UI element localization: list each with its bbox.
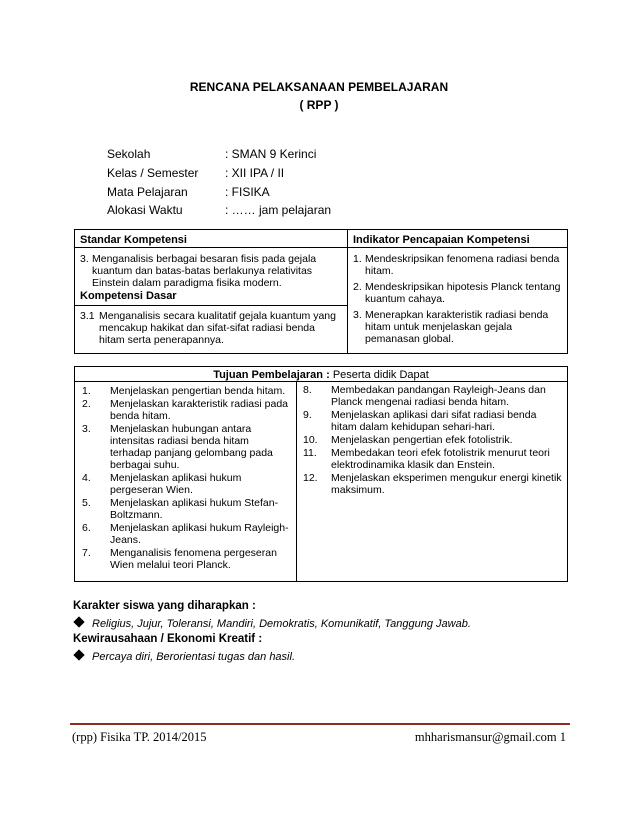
item-text: Menjelaskan aplikasi dari sifat radiasi benda hitam dalam kehidupan sehari-hari. bbox=[331, 409, 537, 433]
objectives-heading bbox=[74, 369, 568, 381]
karakter-text: Religius, Jujur, Toleransi, Mandiri, Demokratis, Komunikatif, Tanggung Jawab. bbox=[92, 618, 471, 630]
objective-item bbox=[82, 547, 292, 571]
item-number: 6. bbox=[82, 522, 91, 534]
item-text: Menjelaskan hubungan antara intensitas radiasi benda hitam terhadap panjang gelombang pada berbagai suhu. bbox=[110, 423, 273, 471]
objectives-left-list bbox=[82, 385, 292, 571]
kd-item bbox=[80, 310, 342, 346]
objective-item bbox=[82, 398, 292, 422]
objective-item bbox=[82, 385, 292, 397]
item-number: 3. bbox=[80, 253, 89, 265]
kewirausahaan-line bbox=[73, 651, 295, 663]
info-value: : SMAN 9 Kerinci bbox=[225, 147, 317, 161]
ipk-heading: Indikator Pencapaian Kompetensi bbox=[353, 234, 530, 246]
objective-item bbox=[82, 497, 292, 521]
item-number: 1. bbox=[82, 385, 91, 397]
diamond-bullet-icon bbox=[73, 616, 84, 627]
kewirausahaan-text: Percaya diri, Berorientasi tugas dan hasil. bbox=[92, 651, 295, 663]
item-number: 4. bbox=[82, 472, 91, 484]
item-text: Menjelaskan pengertian benda hitam. bbox=[110, 385, 286, 397]
item-text: Menjelaskan pengertian efek fotolistrik. bbox=[331, 434, 513, 446]
item-number: 8. bbox=[303, 384, 312, 396]
ipk-item bbox=[353, 309, 563, 345]
objective-item bbox=[303, 434, 563, 446]
item-number: 7. bbox=[82, 547, 91, 559]
objectives-heading-rest: Peserta didik Dapat bbox=[332, 369, 429, 381]
objective-item bbox=[303, 472, 563, 496]
item-number: 10. bbox=[303, 434, 318, 446]
info-value: : FISIKA bbox=[225, 185, 270, 199]
footer-right: mhharismansur@gmail.com 1 bbox=[414, 730, 566, 744]
info-value: : XII IPA / II bbox=[225, 166, 285, 180]
kd-list bbox=[80, 310, 342, 346]
item-text: Mendeskripsikan hipotesis Planck tentang kuantum cahaya. bbox=[365, 281, 561, 305]
item-number: 12. bbox=[303, 472, 318, 484]
document-subtitle: ( RPP ) bbox=[299, 98, 339, 112]
objective-item bbox=[303, 409, 563, 433]
item-text: Menganalisis fenomena pergeseran Wien melalui teori Planck. bbox=[110, 547, 277, 571]
item-text: Membedakan teori efek fotolistrik menurut teori elektrodinamika klasik dan Enstein. bbox=[331, 447, 550, 471]
item-text: Menjelaskan aplikasi hukum pergeseran Wien. bbox=[110, 472, 242, 496]
item-number: 3. bbox=[82, 423, 91, 435]
item-text: Membedakan pandangan Rayleigh-Jeans dan Planck mengenai radiasi benda hitam. bbox=[331, 384, 546, 408]
item-text: Menjelaskan eksperimen mengukur energi kinetik maksimum. bbox=[331, 472, 562, 496]
kewirausahaan-heading: Kewirausahaan / Ekonomi Kreatif : bbox=[73, 633, 263, 645]
item-number: 11. bbox=[303, 447, 317, 459]
info-label: Alokasi Waktu bbox=[107, 203, 183, 217]
info-label: Kelas / Semester bbox=[107, 166, 199, 180]
footer-left: (rpp) Fisika TP. 2014/2015 bbox=[72, 730, 207, 744]
karakter-line bbox=[73, 618, 471, 630]
ipk-item bbox=[353, 253, 563, 277]
sk-list bbox=[80, 253, 342, 289]
item-number: 9. bbox=[303, 409, 312, 421]
item-text: Mendeskripsikan fenomena radiasi benda hitam. bbox=[365, 253, 560, 277]
objectives-heading-bold: Tujuan Pembelajaran : bbox=[213, 369, 330, 381]
document-title: RENCANA PELAKSANAAN PEMBELAJARAN bbox=[189, 80, 449, 94]
item-text: Menjelaskan aplikasi hukum Stefan-Boltzmann. bbox=[110, 497, 279, 521]
info-label: Sekolah bbox=[107, 147, 151, 161]
ipk-item bbox=[353, 281, 563, 305]
ipk-list bbox=[353, 253, 563, 345]
objective-item bbox=[82, 522, 292, 546]
objective-item bbox=[303, 447, 563, 471]
item-text: Menerapkan karakteristik radiasi benda hitam untuk menjelaskan gejala pemanasan global. bbox=[365, 309, 549, 345]
sk-heading: Standar Kompetensi bbox=[80, 234, 187, 246]
item-text: Menjelaskan karakteristik radiasi pada benda hitam. bbox=[110, 398, 289, 422]
item-number: 2. bbox=[82, 398, 91, 410]
objectives-right-list bbox=[303, 384, 563, 496]
kd-heading: Kompetensi Dasar bbox=[80, 290, 177, 302]
sk-item bbox=[80, 253, 342, 289]
table-divider bbox=[74, 247, 568, 248]
item-number: 3. bbox=[353, 309, 362, 321]
objective-item bbox=[82, 472, 292, 496]
item-text: Menganalisis secara kualitatif gejala kuantum yang mencakup hakikat dan sifat-sifat radiasi benda hitam serta penerapannya. bbox=[99, 310, 336, 346]
item-text: Menjelaskan aplikasi hukum Rayleigh-Jeans. bbox=[110, 522, 289, 546]
info-value: : …… jam pelajaran bbox=[225, 203, 332, 217]
footer-rule bbox=[70, 723, 570, 725]
diamond-bullet-icon bbox=[73, 649, 84, 660]
item-number: 1. bbox=[353, 253, 362, 265]
item-number: 5. bbox=[82, 497, 91, 509]
objective-item bbox=[303, 384, 563, 408]
table-divider bbox=[74, 381, 568, 382]
objective-item bbox=[82, 423, 292, 471]
karakter-heading: Karakter siswa yang diharapkan : bbox=[73, 600, 256, 612]
item-number: 2. bbox=[353, 281, 362, 293]
item-number: 3.1 bbox=[80, 310, 95, 322]
table-divider bbox=[74, 305, 347, 306]
item-text: Menganalisis berbagai besaran fisis pada gejala kuantum dan batas-batas berlakunya relativitas Einstein dalam paradigma fisika modern. bbox=[92, 253, 317, 289]
table-divider bbox=[296, 381, 297, 582]
info-label: Mata Pelajaran bbox=[107, 185, 188, 199]
